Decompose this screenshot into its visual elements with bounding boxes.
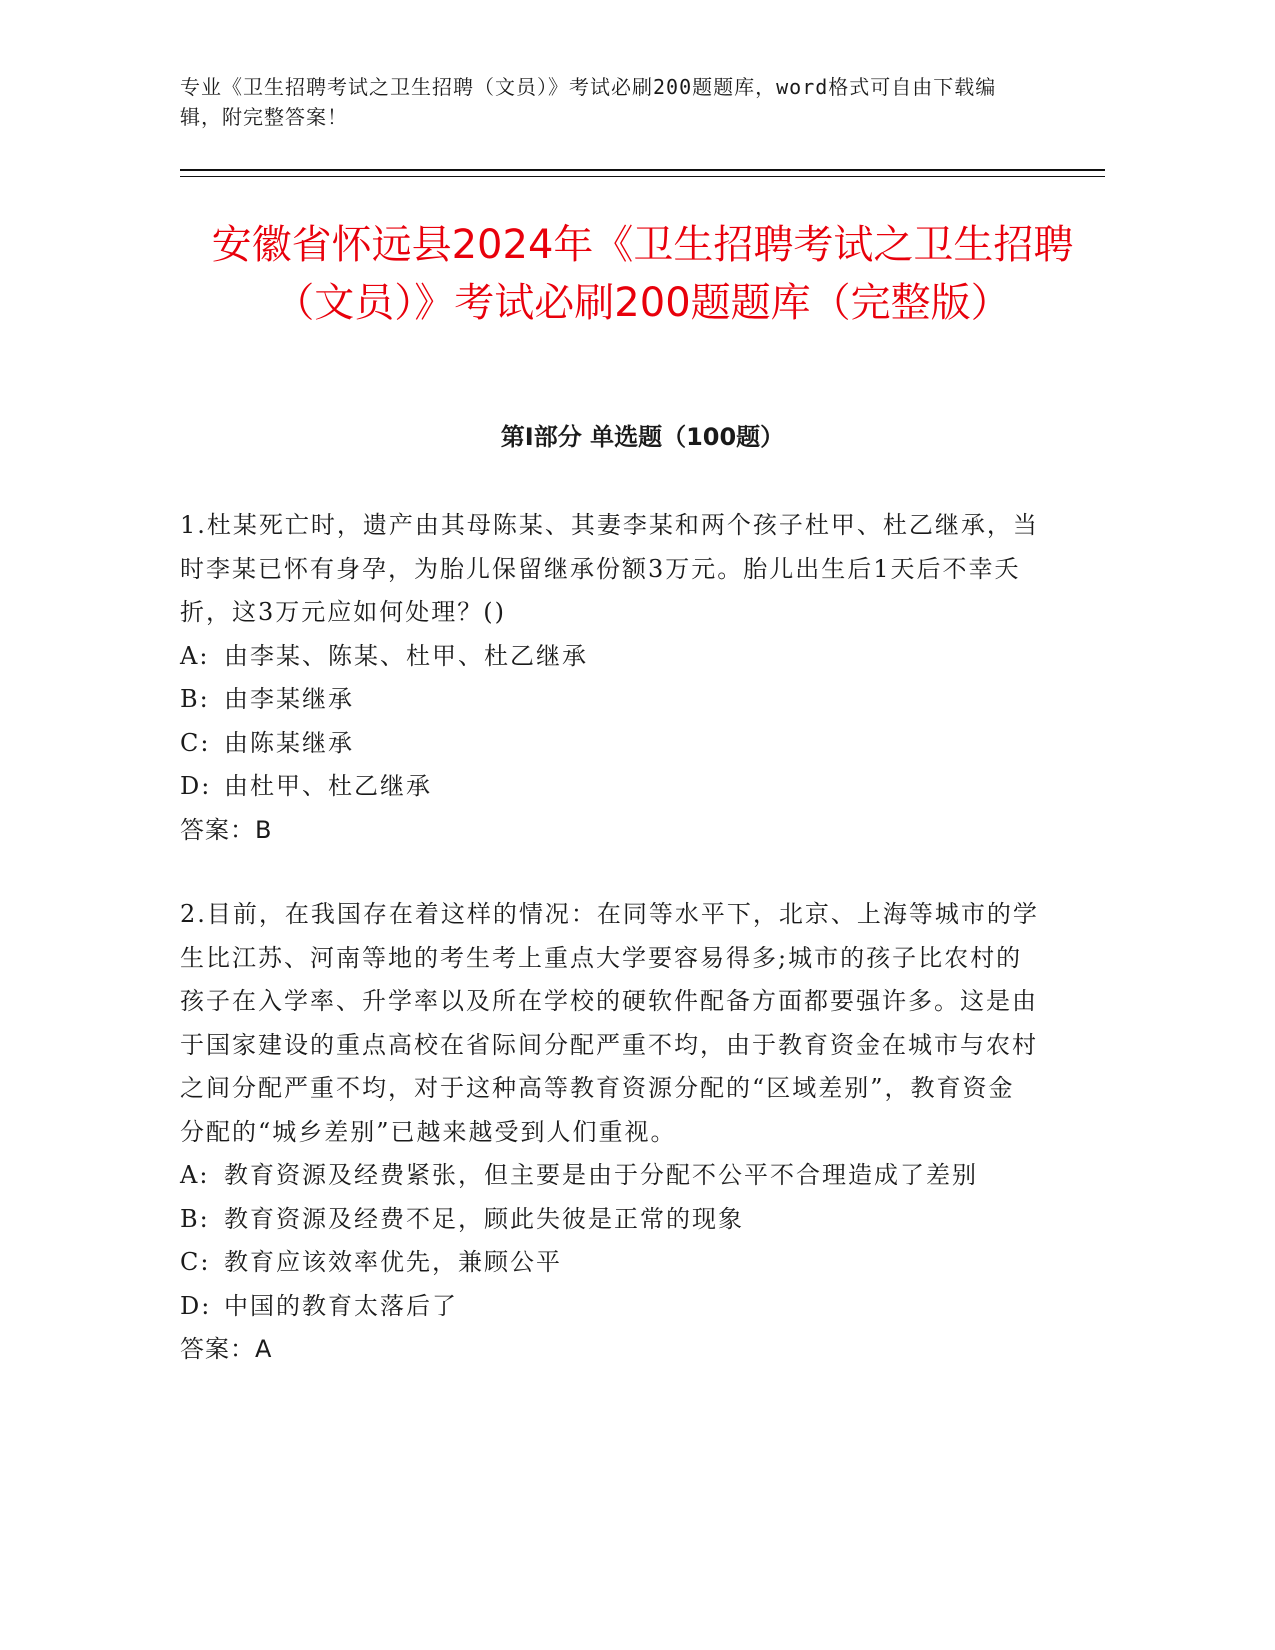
question-stem: 1.杜某死亡时，遗产由其母陈某、其妻李某和两个孩子杜甲、杜乙继承，当时李某已怀有身孕，为胎儿保留继承份额3万元。胎儿出生后1天后不幸夭折，这3万元应如何处理？() — [180, 511, 1039, 626]
option-key: C: — [180, 1248, 211, 1276]
question-stem: 2.目前，在我国存在着这样的情况：在同等水平下，北京、上海等城市的学生比江苏、河南等地的考生考上重点大学要容易得多;城市的孩子比农村的孩子在入学率、升学率以及所在学校的硬软件配备方面都要强许多。这是由于国家建设的重点高校在省际间分配严重不均，由于教育资金在城市与农村之间分配严重不均，对于这种高等教育资源分配的“区域差别”，教育资金分配的“城乡差别”已越来越受到人们重视。 — [180, 900, 1039, 1146]
option-key: D: — [180, 1291, 212, 1320]
option-b — [180, 678, 1040, 722]
option-text: 教育资源及经费不足，顾此失彼是正常的现象 — [224, 1204, 744, 1233]
answer-label: 答案：A — [180, 1335, 273, 1363]
header-divider-thick — [180, 169, 1105, 171]
option-b — [180, 1198, 1040, 1242]
option-d — [180, 765, 1040, 809]
option-key: A: — [180, 641, 210, 670]
document-title: 安徽省怀远县2024年《卫生招聘考试之卫生招聘（文员）》考试必刷200题题库（完整版） — [211, 222, 1074, 326]
option-text: 由李某继承 — [224, 685, 354, 713]
option-text: 由陈某继承 — [224, 728, 354, 757]
option-text: 教育应该效率优先，兼顾公平 — [224, 1248, 562, 1276]
option-key: A: — [180, 1161, 210, 1189]
answer-label: 答案：B — [180, 815, 273, 844]
option-key: C: — [180, 728, 211, 757]
option-d — [180, 1285, 1040, 1329]
question-2 — [180, 893, 1040, 1372]
option-c — [180, 1241, 1040, 1285]
option-a — [180, 635, 1040, 679]
option-text: 由杜甲、杜乙继承 — [224, 772, 432, 800]
option-key: B: — [180, 685, 210, 713]
header-divider-thin — [180, 176, 1105, 177]
option-text: 教育资源及经费紧张，但主要是由于分配不公平不合理造成了差别 — [224, 1161, 978, 1189]
question-1 — [180, 504, 1040, 852]
option-a — [180, 1154, 1040, 1198]
header-note: 专业《卫生招聘考试之卫生招聘（文员）》考试必刷200题题库，word格式可自由下载编辑，附完整答案！ — [180, 75, 997, 129]
option-key: D: — [180, 772, 212, 800]
option-text: 中国的教育太落后了 — [224, 1291, 458, 1320]
section-title: 第Ⅰ部分 单选题（100题） — [500, 423, 785, 451]
option-key: B: — [180, 1204, 210, 1233]
option-c — [180, 722, 1040, 766]
option-text: 由李某、陈某、杜甲、杜乙继承 — [224, 641, 588, 670]
